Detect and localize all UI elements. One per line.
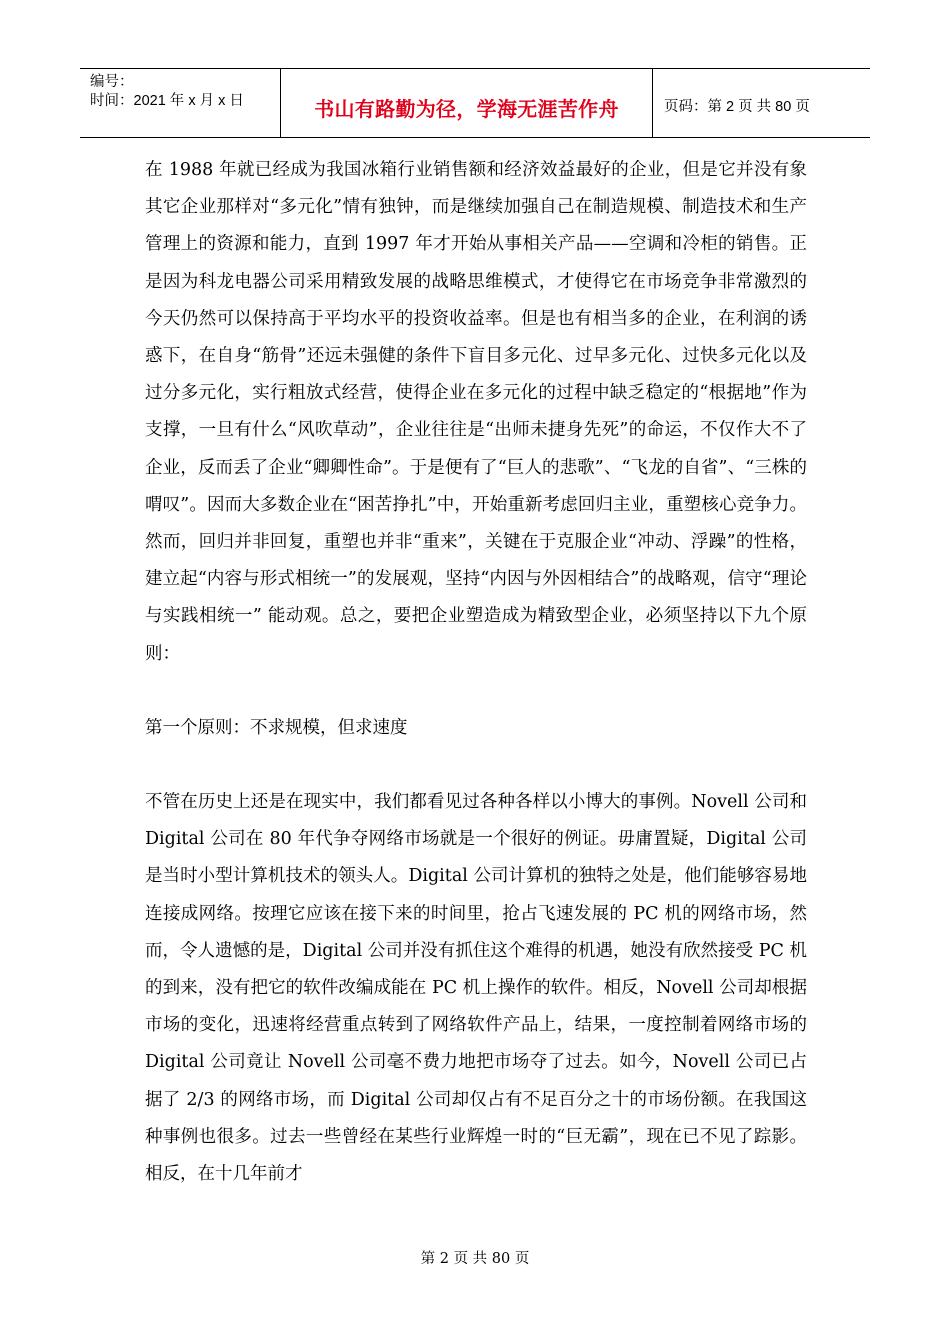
- body-paragraph: 不管在历史上还是在现实中，我们都看见过各种各样以小博大的事例。Novell 公司和 Digital 公司在 80 年代争夺网络市场就是一个很好的例证。毋庸置疑，Digital 公司是当时小型计算机技术的领头人。Digital 公司计算机的独特之处是，他们能够容易地连接成网络。按理它应该在接下来的时间里，抢占飞速发展的 PC 机的网络市场，然而，令人遗憾的是，Digital 公司并没有抓住这个难得的机遇，她没有欣然接受 PC 机的到来，没有把它的软件改编成能在 PC 机上操作的软件。相反，Novell 公司却根据市场的变化，迅速将经营重点转到了网络软件产品上，结果，一度控制着网络市场的 Digital 公司竟让 Novell 公司毫不费力地把市场夺了过去。如今，Novell 公司已占据了 2/3 的网络市场，而 Digital 公司却仅占有不足百分之十的市场份额。在我国这种事例也很多。过去一些曾经在某些行业辉煌一时的“巨无霸”，现在已不见了踪影。相反，在十几年前才: [145, 792, 807, 1185]
- header-meta: [80, 69, 281, 137]
- page-footer: 第 2 页 共 80 页: [420, 1251, 530, 1267]
- section-heading: 第一个原则：不求规模，但求速度: [145, 717, 408, 738]
- header-motto-cell: [281, 69, 653, 137]
- body-paragraph: 在 1988 年就已经成为我国冰箱行业销售额和经济效益最好的企业，但是它并没有象其它企业那样对“多元化”情有独钟，而是继续加强自己在制造规模、制造技术和生产管理上的资源和能力，直到 1997 年才开始从事相关产品——空调和冷柜的销售。正是因为科龙电器公司采用精致发展的战略思维模式，才使得它在市场竞争非常激烈的今天仍然可以保持高于平均水平的投资收益率。但是也有相当多的企业，在利润的诱惑下，在自身“筋骨”还远未强健的条件下盲目多元化、过早多元化、过快多元化以及过分多元化，实行粗放式经营，使得企业在多元化的过程中缺乏稳定的“根据地”作为支撑，一旦有什么“风吹草动”，企业往往是“出师未捷身先死”的命运，不仅作大不了企业，反而丢了企业“卿卿性命”。于是便有了“巨人的悲歌”、“飞龙的自省”、“三株的喟叹”。因而大多数企业在“困苦挣扎”中，开始重新考虑回归主业，重塑核心竞争力。然而，回归并非回复，重塑也并非“重来”，关键在于克服企业“冲动、浮躁”的性格，建立起“内容与形式相统一”的发展观，坚持“内因与外因相结合”的战略观，信守“理论与实践相统一” 能动观。总之，要把企业塑造成为精致型企业，必须坚持以下九个原则：: [145, 160, 807, 664]
- header-motto: 书山有路勤为径，学海无涯苦作舟: [314, 97, 619, 121]
- document-body: [145, 152, 807, 1193]
- header-page-info: 页码：第 2 页 共 80 页: [664, 99, 810, 115]
- document-number-label: 编号：: [90, 74, 134, 90]
- document-date-label: 时间：2021 年 x 月 x 日: [90, 93, 244, 109]
- document-header: [80, 68, 870, 138]
